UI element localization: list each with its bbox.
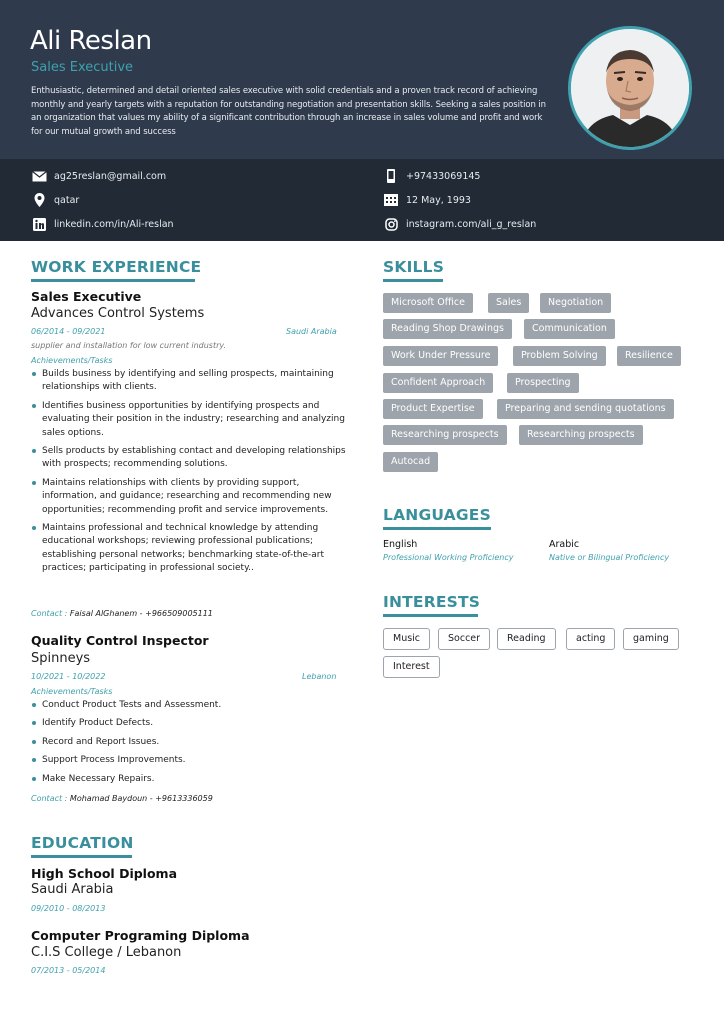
job-title: Sales Executive xyxy=(31,289,142,304)
job-bullets xyxy=(31,368,346,576)
job-location: Saudi Arabia xyxy=(286,327,337,336)
contact-instagram[interactable] xyxy=(383,217,536,231)
contact-birthday xyxy=(383,193,471,207)
education-title: Computer Programing Diploma xyxy=(31,928,250,943)
job-reference xyxy=(31,794,213,803)
interest-tag: Interest xyxy=(383,656,440,678)
skill-tag: Researching prospects xyxy=(383,425,507,445)
job-reference xyxy=(31,609,213,618)
tasks-label: Achievements/Tasks xyxy=(31,356,113,365)
education-dates: 07/2013 - 05/2014 xyxy=(31,966,106,975)
skill-tag: Communication xyxy=(524,319,615,339)
language-name: Arabic xyxy=(549,539,580,550)
job-company: Spinneys xyxy=(31,651,91,666)
skill-tag: Autocad xyxy=(383,452,438,472)
list-item: Identifies business opportunities by identifying prospects and evaluating their position in the industry; researching and analyzing sales options. xyxy=(31,400,346,440)
job-dates: 06/2014 - 09/2021 xyxy=(31,327,106,336)
language-level: Native or Bilingual Proficiency xyxy=(549,553,670,562)
list-item: Record and Report Issues. xyxy=(31,736,346,749)
contact-phone[interactable] xyxy=(383,169,480,183)
linkedin-icon xyxy=(31,217,47,231)
skill-tag: Prospecting xyxy=(507,373,579,393)
skill-tag: Resilience xyxy=(617,346,681,366)
section-title: LANGUAGES xyxy=(383,506,491,524)
section-underline xyxy=(383,614,478,617)
phone-icon xyxy=(383,169,399,183)
location-pin-icon xyxy=(31,193,47,207)
interest-tag: Soccer xyxy=(438,628,490,650)
reference-value: Faisal AlGhanem - +966509005111 xyxy=(69,609,213,618)
skill-tag: Work Under Pressure xyxy=(383,346,498,366)
list-item: Sells products by establishing contact and developing relationships with prospects; recommending solutions. xyxy=(31,445,346,472)
job-location: Lebanon xyxy=(302,672,337,681)
list-item: Maintains professional and technical knowledge by attending educational workshops; reviewing professional publications; establishing personal networks; benchmarking state-of-the-art practices; participating in professional society.. xyxy=(31,522,346,576)
list-item: Identify Product Defects. xyxy=(31,717,346,730)
list-item: Make Necessary Repairs. xyxy=(31,773,346,786)
interest-tag: acting xyxy=(566,628,615,650)
language-name: English xyxy=(383,539,418,550)
skill-tag: Product Expertise xyxy=(383,399,483,419)
email-text: ag25reslan@gmail.com xyxy=(54,170,167,182)
interest-tag: Music xyxy=(383,628,430,650)
contact-linkedin[interactable] xyxy=(31,217,174,231)
language-level: Professional Working Proficiency xyxy=(383,553,514,562)
phone-text: +97433069145 xyxy=(406,170,481,182)
birthday-text: 12 May, 1993 xyxy=(406,194,471,206)
job-title: Quality Control Inspector xyxy=(31,633,209,648)
list-item: Support Process Improvements. xyxy=(31,754,346,767)
job-description: supplier and installation for low current industry. xyxy=(31,341,227,350)
tasks-label: Achievements/Tasks xyxy=(31,687,113,696)
instagram-text: instagram.com/ali_g_reslan xyxy=(406,218,537,230)
education-place: Saudi Arabia xyxy=(31,882,114,897)
list-item: Conduct Product Tests and Assessment. xyxy=(31,699,346,712)
skill-tag: Confident Approach xyxy=(383,373,493,393)
instagram-icon xyxy=(383,217,399,231)
skill-tag: Reading Shop Drawings xyxy=(383,319,512,339)
list-item: Maintains relationships with clients by providing support, information, and guidance; researching and recommending new opportunities; recommending profit and service improvements. xyxy=(31,477,346,517)
contact-location xyxy=(31,193,79,207)
reference-label: Contact : xyxy=(31,609,68,618)
reference-value: Mohamad Baydoun - +9613336059 xyxy=(69,794,213,803)
section-underline xyxy=(383,527,491,530)
section-underline xyxy=(31,279,195,282)
calendar-icon xyxy=(383,193,399,207)
skill-tag: Negotiation xyxy=(540,293,611,313)
avatar-icon xyxy=(571,29,689,147)
list-item: Builds business by identifying and selling prospects, maintaining relationships with clients. xyxy=(31,368,346,395)
interest-tag: Reading xyxy=(497,628,556,650)
section-title: EDUCATION xyxy=(31,834,134,852)
section-interests xyxy=(383,593,480,611)
resume-header xyxy=(0,0,724,159)
section-title: WORK EXPERIENCE xyxy=(31,258,202,276)
section-underline xyxy=(31,855,132,858)
section-title: SKILLS xyxy=(383,258,445,276)
skill-tag: Sales xyxy=(488,293,529,313)
section-languages xyxy=(383,506,491,524)
contact-email[interactable] xyxy=(31,169,166,183)
contact-bar xyxy=(0,159,724,241)
section-education xyxy=(31,834,134,852)
job-dates: 10/2021 - 10/2022 xyxy=(31,672,106,681)
envelope-icon xyxy=(31,169,47,183)
education-dates: 09/2010 - 08/2013 xyxy=(31,904,106,913)
section-title: INTERESTS xyxy=(383,593,481,611)
job-company: Advances Control Systems xyxy=(31,306,205,321)
education-title: High School Diploma xyxy=(31,866,178,881)
location-text: qatar xyxy=(54,194,80,206)
skill-tag: Microsoft Office xyxy=(383,293,473,313)
job-bullets xyxy=(31,699,346,786)
reference-label: Contact : xyxy=(31,794,68,803)
section-underline xyxy=(383,279,443,282)
education-place: C.I.S College / Lebanon xyxy=(31,945,182,960)
skill-tag: Preparing and sending quotations xyxy=(497,399,674,419)
linkedin-text: linkedin.com/in/Ali-reslan xyxy=(54,218,174,230)
profile-photo xyxy=(568,26,692,150)
skill-tag: Problem Solving xyxy=(513,346,606,366)
summary-text: Enthusiastic, determined and detail oriented sales executive with solid credentials and a proven track record of achieving monthly and yearly targets with a reputation for outstanding negotiation and presentation skills. Seeking a sales position in an organization that values my ability of a significant contribution through an increase in sales volume and profit and work for our mutual growth and success xyxy=(31,86,546,137)
section-work-experience xyxy=(31,258,201,276)
candidate-name: Ali Reslan xyxy=(30,26,152,56)
candidate-title: Sales Executive xyxy=(31,60,134,75)
interest-tag: gaming xyxy=(623,628,679,650)
section-skills xyxy=(383,258,444,276)
skill-tag: Researching prospects xyxy=(519,425,643,445)
